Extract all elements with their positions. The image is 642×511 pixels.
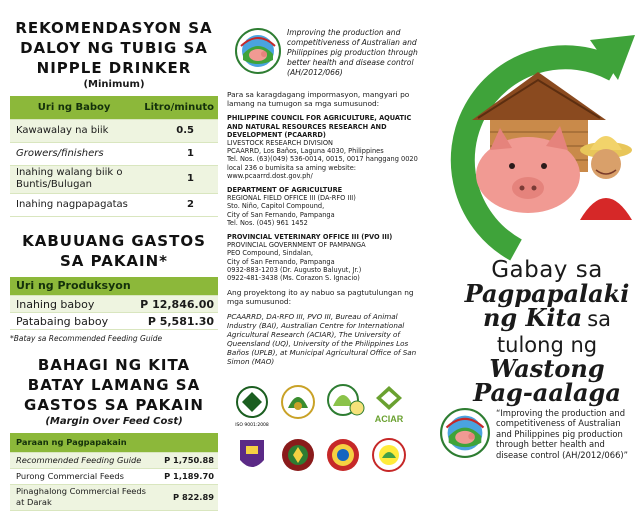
table-header-row bbox=[10, 96, 218, 119]
table-cell-value: P 1,189.70 bbox=[156, 468, 218, 484]
project-pig-logo-icon bbox=[235, 28, 281, 74]
title-line-wastong: Wastong bbox=[489, 354, 605, 383]
table-cell-value: P 822.89 bbox=[156, 484, 218, 510]
org-name: PHILIPPINE COUNCIL FOR AGRICULTURE, AQUATIC AND NATURAL RESOURCES RESEARCH AND DEVELOPMENT (PCAARRD) bbox=[227, 114, 412, 139]
title-line-ng-kita: ng Kita bbox=[482, 303, 583, 332]
title-line: GASTOS SA PAKAIN bbox=[24, 396, 204, 414]
org-line: PCAARRD, Los Baños, Laguna 4030, Philippines bbox=[227, 147, 384, 156]
table-cell-value: P 1,750.88 bbox=[156, 452, 218, 468]
table-header-row bbox=[10, 433, 218, 452]
section-title-water bbox=[10, 18, 218, 78]
table-header-cell: Uri ng Produksyon bbox=[10, 277, 218, 296]
org-line: Tel. Nos. (63)(049) 536-0014, 0015, 0017 hanggang 0020 local 236 o bumisita sa aming website: bbox=[227, 155, 418, 172]
table-cell: Inahing walang biik o Buntis/Bulugan bbox=[10, 165, 138, 193]
contact-intro: Para sa karagdagang impormasyon, mangyari po lamang na tumugon sa mga sumusunod: bbox=[227, 90, 410, 109]
table-header-row bbox=[10, 277, 218, 296]
footnote: *Batay sa Recommended Feeding Guide bbox=[10, 334, 163, 343]
org-line: Sto. Niño, Capitol Compound, bbox=[227, 202, 325, 211]
table-cell-value: 0.5 bbox=[138, 119, 218, 142]
title-line: BAHAGI NG KITA bbox=[37, 356, 191, 374]
title-line: SA PAKAIN* bbox=[59, 251, 169, 270]
table-cell-value: 1 bbox=[138, 142, 218, 165]
table-row bbox=[10, 468, 218, 484]
aciar-logo-icon bbox=[375, 385, 404, 424]
org-pcaarrd bbox=[227, 114, 427, 180]
title-line: DALOY NG TUBIG SA bbox=[20, 39, 208, 57]
project-header bbox=[227, 24, 427, 82]
project-pig-logo-icon bbox=[440, 408, 490, 458]
title-line: KABUUANG GASTOS bbox=[22, 231, 206, 250]
title-line-pagpapalaki: Pagpapalaki bbox=[464, 279, 630, 308]
project-quote: “Improving the production and competitiveness of Australian and Philippines pig production through better health and disease control (AH/2012/066)” bbox=[496, 408, 629, 460]
table-cell: Kawawalay na biik bbox=[10, 119, 138, 142]
support-intro: Ang proyektong ito ay nabuo sa pagtutulungan ng mga sumusunod: bbox=[227, 288, 414, 307]
project-header-text: Improving the production and competitiveness of Australian and Philippines pig production through better health and disease control (AH/2012/066) bbox=[287, 28, 418, 77]
table-row bbox=[10, 313, 218, 330]
title-line-pag-aalaga: Pag-aalaga bbox=[473, 378, 621, 407]
section-subtitle-margin: (Margin Over Feed Cost) bbox=[45, 416, 183, 427]
iso-label: ISO 9001:2008 bbox=[235, 423, 269, 428]
table-row bbox=[10, 484, 218, 510]
table-row bbox=[10, 452, 218, 468]
org-name: PROVINCIAL VETERINARY OFFICE III (PVO III) bbox=[227, 233, 393, 242]
org-line: LIVESTOCK RESEARCH DIVISION bbox=[227, 139, 333, 148]
org-line: 0922-481-3438 (Ms. Corazon S. Ignacio) bbox=[227, 274, 360, 283]
table-cell: Recommended Feeding Guide bbox=[10, 452, 156, 468]
org-line: 0932-883-1203 (Dr. Augusto Baluyut, Jr.) bbox=[227, 265, 362, 274]
table-row bbox=[10, 165, 218, 193]
table-cell: Pinaghalong Commercial Feeds at Darak bbox=[10, 484, 156, 510]
table-cell: Purong Commercial Feeds bbox=[10, 468, 156, 484]
table-header-cell: Paraan ng Pagpapakain bbox=[10, 433, 218, 452]
table-cell: Growers/finishers bbox=[10, 142, 138, 165]
da-logo-icon bbox=[328, 385, 364, 415]
section-title-feed-cost bbox=[10, 231, 218, 271]
aciar-label: ACIAR bbox=[374, 414, 404, 424]
section-subtitle-water: (Minimum) bbox=[83, 79, 145, 90]
table-row bbox=[10, 193, 218, 216]
cover-illustration bbox=[430, 0, 640, 260]
table-row bbox=[10, 119, 218, 142]
water-flow-table bbox=[10, 96, 218, 217]
feed-cost-table bbox=[10, 277, 218, 331]
table-cell: Inahing baboy bbox=[10, 296, 134, 313]
uplb-logo-icon bbox=[282, 439, 314, 471]
partners-text: PCAARRD, DA-RFO III, PVO III, Bureau of Animal Industry (BAI), Australian Centre for International Agricultural Research (ACIAR), The University of Queensland (UQ), University of the Philippines Los Baños (UPLB), at Municipal Agricultural Office of San Simon (MAO) bbox=[227, 311, 417, 366]
middle-column bbox=[227, 24, 427, 366]
org-line: Tel. Nos. (045) 961 1452 bbox=[227, 218, 308, 227]
partner-logos bbox=[232, 382, 414, 492]
title-line-tulong: tulong ng bbox=[496, 333, 598, 357]
org-line: www.pcaarrd.dost.gov.ph/ bbox=[227, 171, 313, 180]
section-title-margin bbox=[10, 355, 218, 415]
table-cell-value: 1 bbox=[138, 165, 218, 193]
san-simon-logo-icon bbox=[373, 439, 405, 471]
farmer-icon bbox=[580, 136, 632, 220]
bai-logo-icon bbox=[282, 386, 314, 418]
pampanga-logo-icon bbox=[327, 439, 359, 471]
table-row bbox=[10, 296, 218, 313]
org-name: DEPARTMENT OF AGRICULTURE bbox=[227, 186, 343, 195]
table-cell-value: 2 bbox=[138, 193, 218, 216]
table-cell-value: P 5,581.30 bbox=[134, 313, 218, 330]
org-line: PROVINCIAL GOVERNMENT OF PAMPANGA bbox=[227, 241, 366, 250]
left-column bbox=[10, 18, 218, 511]
org-da bbox=[227, 186, 427, 227]
org-line: PEO Compound, Sindalan, bbox=[227, 249, 314, 258]
org-line: City of San Fernando, Pampanga bbox=[227, 210, 335, 219]
table-cell: Inahing nagpapagatas bbox=[10, 193, 138, 216]
table-row bbox=[10, 142, 218, 165]
title-line: NIPPLE DRINKER bbox=[36, 59, 192, 77]
table-cell: Patabaing baboy bbox=[10, 313, 134, 330]
table-header-cell: Uri ng Baboy bbox=[10, 96, 138, 119]
org-line: City of San Fernando, Pampanga bbox=[227, 257, 335, 266]
org-pvo bbox=[227, 233, 427, 282]
cover-panel bbox=[430, 0, 640, 495]
title-word-sa: sa bbox=[587, 307, 612, 331]
uq-logo-icon bbox=[240, 440, 264, 467]
table-header-cell: Litro/minuto bbox=[138, 96, 218, 119]
cover-title bbox=[452, 258, 642, 405]
iso-logo-icon bbox=[235, 387, 269, 428]
title-line: REKOMENDASYON SA bbox=[15, 19, 213, 37]
title-line: BATAY LAMANG SA bbox=[27, 376, 201, 394]
org-line: REGIONAL FIELD OFFICE III (DA-RFO III) bbox=[227, 194, 356, 203]
table-cell-value: P 12,846.00 bbox=[134, 296, 218, 313]
margin-table bbox=[10, 433, 218, 511]
title-line-gabay: Gabay sa bbox=[491, 257, 603, 283]
